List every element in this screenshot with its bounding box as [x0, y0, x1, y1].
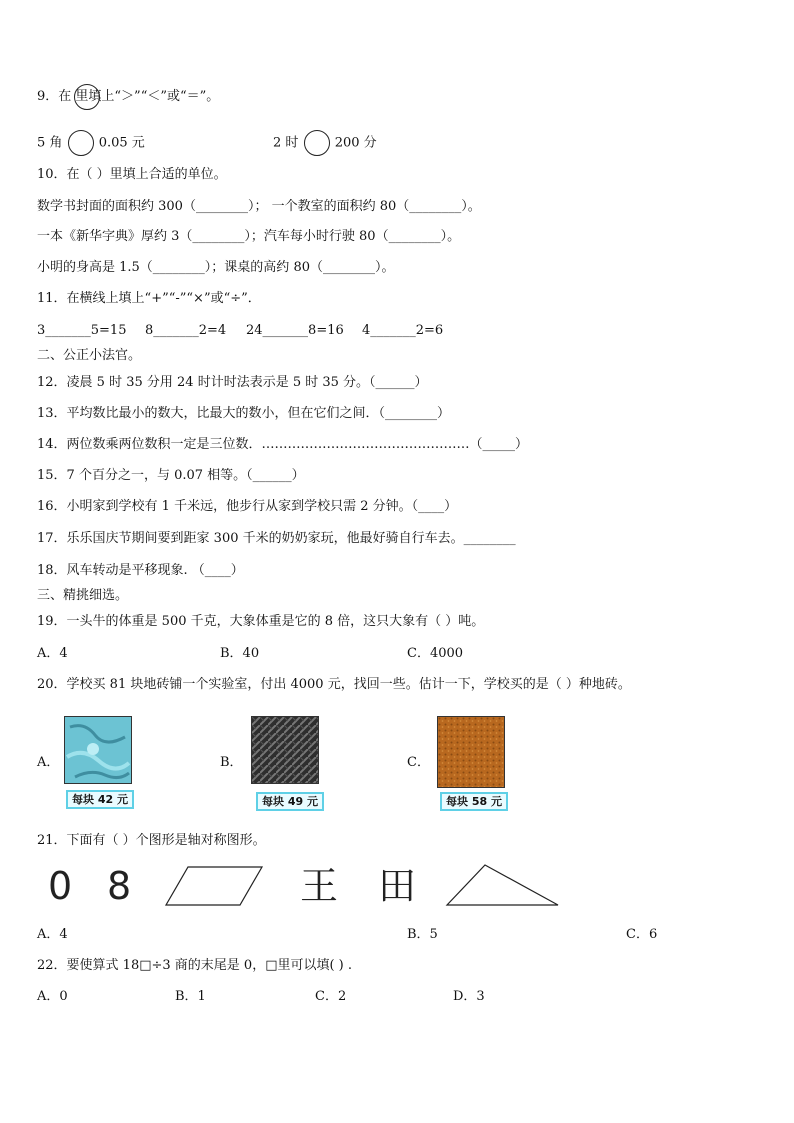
q11-item: 4_______2=6	[362, 323, 444, 338]
true-false-question: 16．小明家到学校有 1 千米远，他步行从家到学校只需 2 分钟。（____）	[37, 499, 458, 514]
price-label: 每块 49 元	[256, 792, 324, 811]
compare-circle[interactable]	[68, 130, 94, 156]
q9-left-a: 5 角	[37, 135, 63, 151]
true-false-question: 18．风车转动是平移现象. （____）	[37, 563, 244, 578]
tile-image-c	[437, 716, 505, 788]
choice-option-label[interactable]: A．	[37, 755, 60, 770]
q9-left-b: 0.05 元	[98, 135, 145, 151]
q10-line: 一本《新华字典》厚约 3（________）；汽车每小时行驶 80（________）。	[37, 229, 461, 244]
choice-option-label[interactable]: B．	[220, 755, 243, 770]
choice-option[interactable]: B．1	[175, 989, 206, 1004]
q9-left-item	[37, 130, 145, 156]
choice-option[interactable]: B．40	[220, 646, 260, 661]
choice-option[interactable]: C．6	[626, 927, 658, 942]
shape-wang: 王	[300, 864, 339, 908]
q10-line: 数学书封面的面积约 300（________）； 一个教室的面积约 80（________）。	[37, 199, 481, 214]
q9-right-item	[273, 130, 377, 156]
tile-image-b	[251, 716, 319, 784]
price-label: 每块 42 元	[66, 790, 134, 809]
true-false-question: 13．平均数比最小的数大，比最大的数小，但在它们之间．（________）	[37, 406, 451, 421]
triangle-shape	[445, 862, 561, 908]
shape-zero: 0	[48, 864, 73, 908]
q19-title: 19．一头牛的体重是 500 千克，大象体重是它的 8 倍，这只大象有（ ）吨。	[37, 614, 485, 629]
shape-tian: 田	[378, 864, 417, 908]
section-heading: 三、精挑细选。	[37, 588, 129, 603]
true-false-question: 12．凌晨 5 时 35 分用 24 时计时法表示是 5 时 35 分。（______）	[37, 375, 428, 390]
price-label: 每块 58 元	[440, 792, 508, 811]
choice-option[interactable]: B．5	[407, 927, 438, 942]
true-false-question: 17．乐乐国庆节期间要到距家 300 千米的奶奶家玩，他最好骑自行车去。________	[37, 531, 516, 546]
q9-title-text: 9．在 里填上“＞”“＜”或“＝”。	[37, 89, 220, 104]
choice-option-label[interactable]: C．	[407, 755, 430, 770]
tile-texture	[65, 717, 131, 783]
q9-right-a: 2 时	[273, 135, 299, 151]
q11-item: 24_______8=16	[246, 323, 344, 338]
choice-option[interactable]: A．4	[37, 646, 68, 661]
q11-title: 11．在横线上填上“+”“-”“×”或“÷”．	[37, 291, 261, 306]
q11-item: 3_______5=15	[37, 323, 127, 338]
shape-eight: 8	[107, 864, 132, 908]
choice-option[interactable]: C．2	[315, 989, 347, 1004]
q10-line: 小明的身高是 1.5（________）；课桌的高约 80（________）。	[37, 260, 395, 275]
choice-option[interactable]: A．4	[37, 927, 68, 942]
q22-title: 22．要使算式 18□÷3 商的末尾是 0，□里可以填( ) .	[37, 958, 353, 973]
compare-circle[interactable]	[304, 130, 330, 156]
section-heading: 二、公正小法官。	[37, 348, 142, 363]
choice-option[interactable]: A．0	[37, 989, 68, 1004]
q9-title	[37, 88, 219, 106]
choice-option[interactable]: C．4000	[407, 646, 464, 661]
tile-image-a	[64, 716, 132, 784]
q11-item: 8_______2=4	[145, 323, 227, 338]
tile-texture	[438, 717, 504, 787]
true-false-question: 15．7 个百分之一，与 0.07 相等。（______）	[37, 468, 305, 483]
choice-option[interactable]: D．3	[453, 989, 485, 1004]
true-false-question: 14．两位数乘两位数积一定是三位数．…………………………………………（_____）	[37, 437, 529, 452]
tile-texture	[252, 717, 318, 783]
q9-right-b: 200 分	[334, 135, 377, 151]
parallelogram-shape	[164, 865, 264, 907]
q21-title: 21．下面有（ ）个图形是轴对称图形。	[37, 833, 266, 848]
q20-title: 20．学校买 81 块地砖铺一个实验室，付出 4000 元，找回一些。估计一下，学校买的是（ ）种地砖。	[37, 677, 631, 692]
compare-circle[interactable]	[74, 84, 100, 110]
q10-title: 10．在（ ）里填上合适的单位。	[37, 167, 227, 182]
